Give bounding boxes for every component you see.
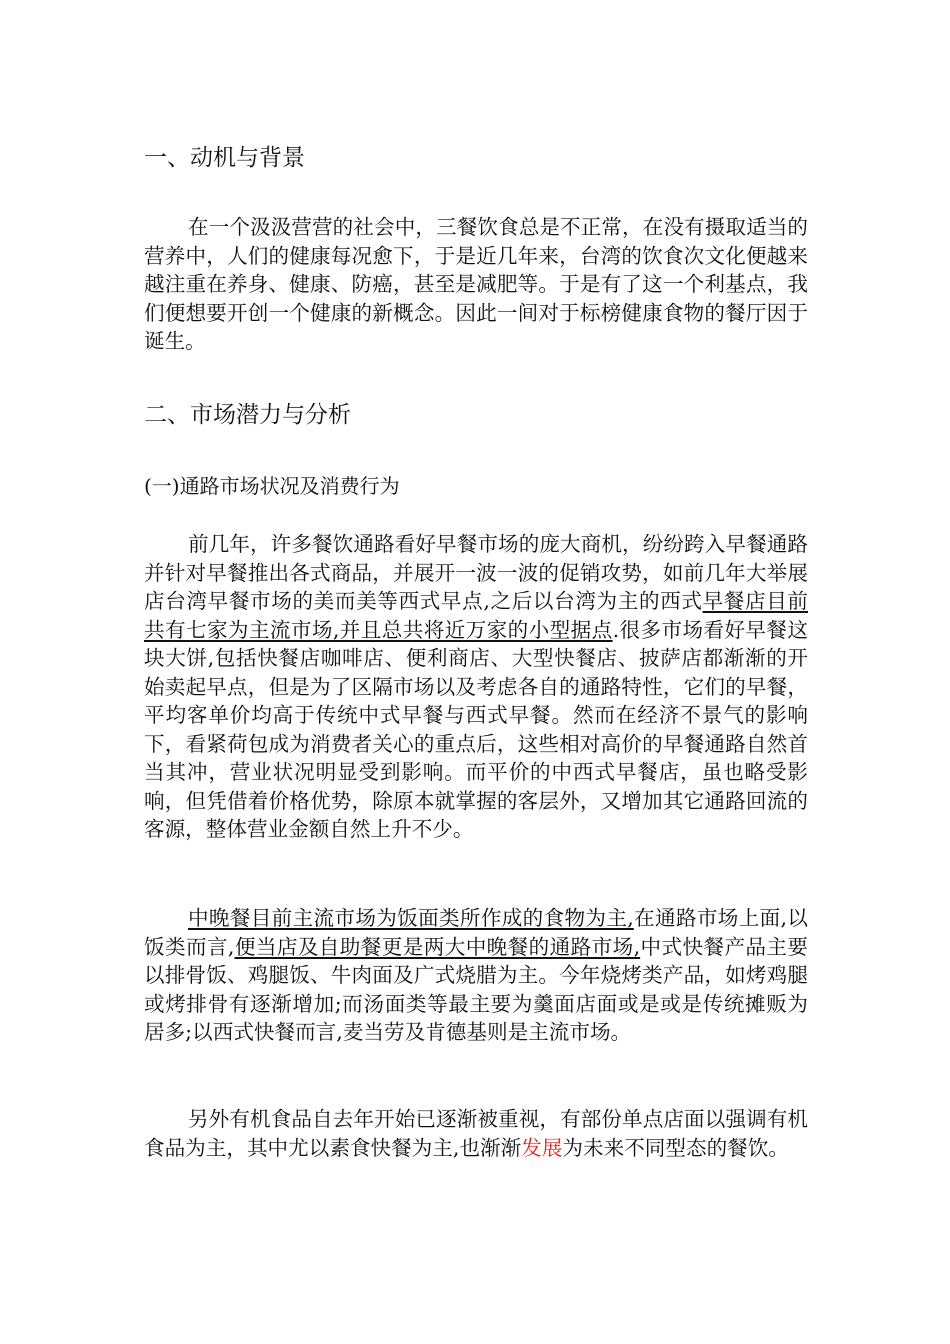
paragraph-organic-food — [144, 1105, 808, 1162]
paragraph-text: 在通路市场上面,以饭类而言, — [144, 906, 808, 959]
underlined-text: 便当店及自助餐更是两大中晚餐的通路市场, — [234, 934, 641, 959]
highlighted-text: 发展 — [521, 1135, 563, 1160]
section-heading-market: 二、市场潜力与分析 — [144, 402, 351, 428]
underlined-text: 早餐店目前共有七家为主流市场,并且总共将近万家的小型据点 — [144, 589, 809, 642]
paragraph-text: 另外有机食品自去年开始已逐渐被重视，有部份单点店面以强调有机食品为主，其中尤以素食快餐为主,也渐渐 — [144, 1107, 808, 1160]
paragraph-text: 为未来不同型态的餐饮。 — [562, 1135, 789, 1160]
underlined-text: 中晚餐目前主流市场为饭面类所作成的食物为主, — [188, 906, 634, 930]
paragraph-motivation: 在一个汲汲营营的社会中，三餐饮食总是不正常，在没有摄取适当的营养中，人们的健康每况愈下，于是近几年来，台湾的饮食次文化便越来越注重在养身、健康、防癌，甚至是减肥等。于是有了这一个利基点，我们便想要开创一个健康的新概念。因此一间对于标榜健康食物的餐厅因于诞生。 — [144, 215, 808, 353]
section-heading-motivation: 一、动机与背景 — [144, 145, 305, 171]
paragraph-breakfast-market — [144, 530, 808, 844]
paragraph-text: 前几年，许多餐饮通路看好早餐市场的庞大商机，纷纷跨入早餐通路并针对早餐推出各式商品，并展开一波一波的促销攻势，如前几年大举展店台湾早餐市场的美而美等西式早点,之后以台湾为主的西式 — [144, 532, 808, 613]
subsection-heading-channel: (一)通路市场状况及消费行为 — [144, 474, 400, 498]
paragraph-lunch-dinner-market — [144, 904, 808, 1047]
paragraph-text: 中式快餐产品主要以排骨饭、鸡腿饭、牛肉面及广式烧腊为主。今年烧烤类产品，如烤鸡腿或烤排骨有逐渐增加;而汤面类等最主要为羹面店面或是或是传统摊贩为居多;以西式快餐而言,麦当劳及肯德基则是主流市场。 — [144, 934, 808, 1044]
paragraph-text: .很多市场看好早餐这块大饼,包括快餐店咖啡店、便利商店、大型快餐店、披萨店都渐渐的开始卖起早点，但是为了区隔市场以及考虑各自的通路特性，它们的早餐，平均客单价均高于传统中式早餐与西式早餐。然而在经济不景气的影响下，看紧荷包成为消费者关心的重点后，这些相对高价的早餐通路自然首当其冲，营业状况明显受到影响。而平价的中西式早餐店，虽也略受影响，但凭借着价格优势，除原本就掌握的客层外，又增加其它通路回流的客源，整体营业金额自然上升不少。 — [144, 617, 808, 841]
